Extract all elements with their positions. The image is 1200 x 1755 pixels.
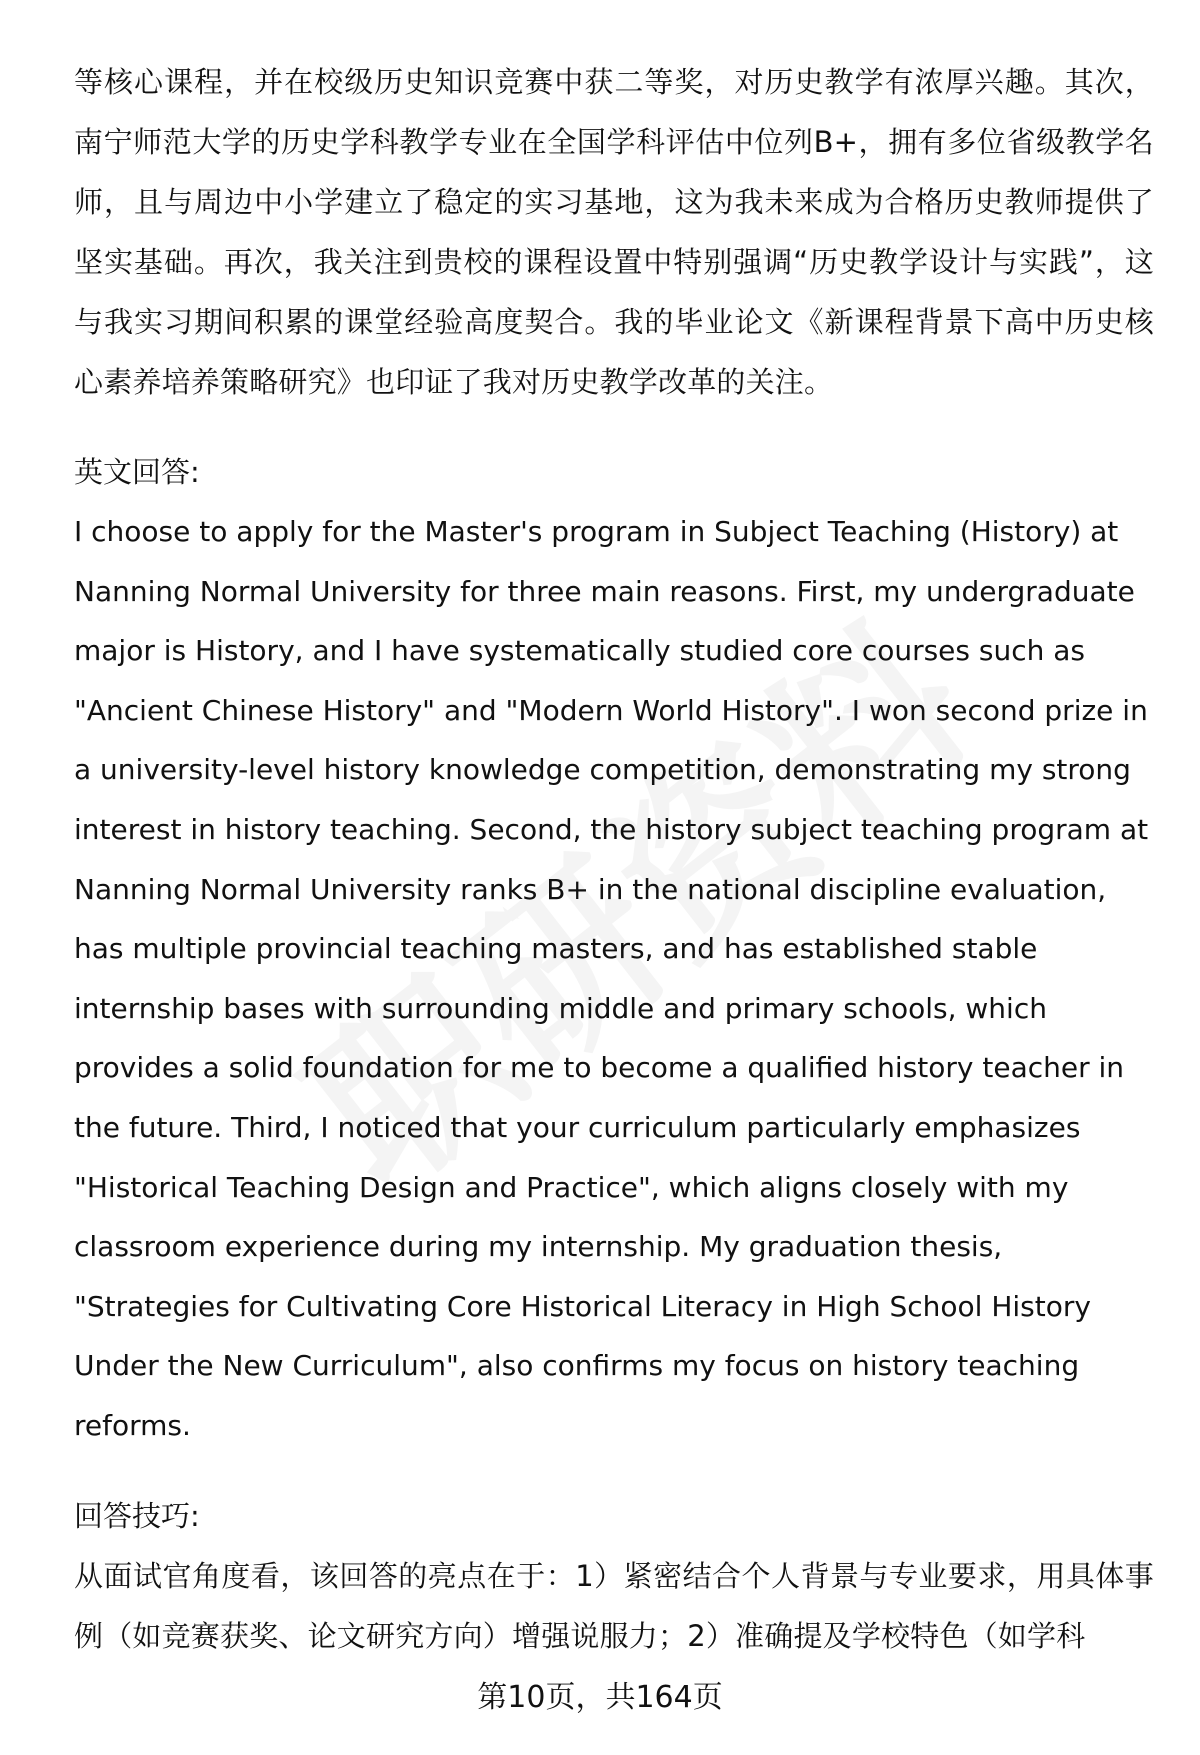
english-answer-heading: 英文回答: — [74, 455, 200, 489]
answer-tips-heading: 回答技巧: — [74, 1498, 200, 1533]
page-number-footer: 第10页，共164页 — [477, 1680, 723, 1715]
spacer — [74, 412, 1154, 442]
english-answer-paragraph: I choose to apply for the Master's program in Subject Teaching (History) at Nanning Normal University for three main reasons. First, my undergraduate major is History, and I have systematically studied core courses such as "Ancient Chinese History" and "Modern World History". I won second prize in a university-level history knowledge competition, demonstrating my strong interest in history teaching. Second, the history subject teaching program at Nanning Normal University ranks B+ in the national discipline evaluation, has multiple provincial teaching masters, and has established stable internship bases with surrounding middle and primary schools, which provides a solid foundation for me to become a qualified history teacher in the future. Third, I noticed that your curriculum particularly emphasizes "Historical Teaching Design and Practice", which aligns closely with my classroom experience during my internship. My graduation thesis, "Strategies for Cultivating Core Historical Literacy in High School History Under the New Curriculum", also confirms my focus on history teaching reforms. — [74, 515, 1149, 1442]
spacer — [74, 1456, 1154, 1486]
page-content — [74, 52, 1154, 1666]
answer-tips-paragraph: 从面试官角度看，该回答的亮点在于：1）紧密结合个人背景与专业要求，用具体事例（如竞赛获奖、论文研究方向）增强说服力；2）准确提及学校特色（如学科 — [74, 1558, 1154, 1653]
chinese-answer-paragraph: 等核心课程，并在校级历史知识竞赛中获二等奖，对历史教学有浓厚兴趣。其次，南宁师范大学的历史学科教学专业在全国学科评估中位列B+，拥有多位省级教学名师，且与周边中小学建立了稳定的实习基地，这为我未来成为合格历史教师提供了坚实基础。再次，我关注到贵校的课程设置中特别强调“历史教学设计与实践”，这与我实习期间积累的课堂经验高度契合。我的毕业论文《新课程背景下高中历史核心素养培养策略研究》也印证了我对历史教学改革的关注。 — [74, 65, 1154, 399]
